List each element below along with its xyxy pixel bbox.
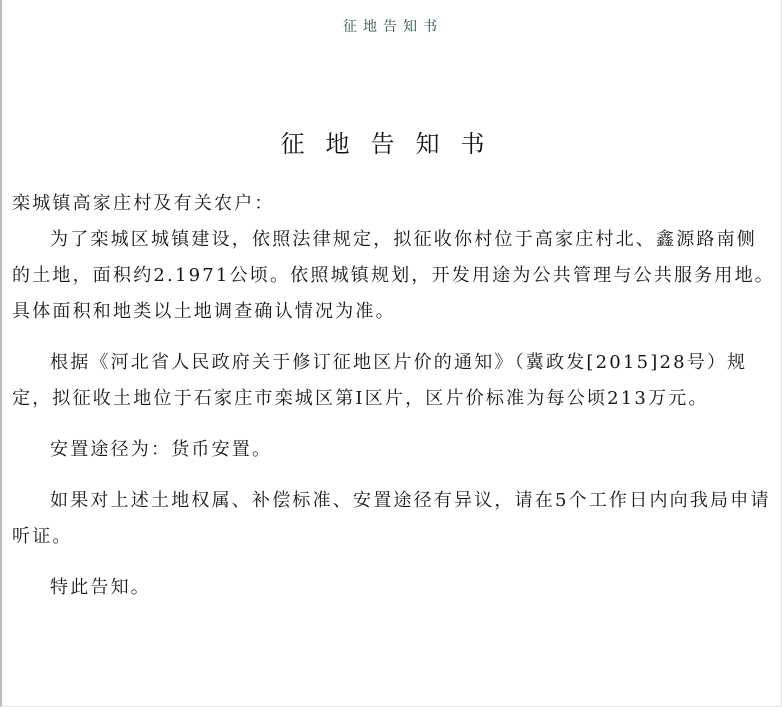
paragraph-notice: 为了栾城区城镇建设，依照法律规定，拟征收你村位于高家庄村北、鑫源路南侧的土地，面积约2.1971公顷。依照城镇规划，开发用途为公共管理与公共服务用地。具体面积和地类以土地调查确认情况为准。 xyxy=(12,229,775,322)
document-body xyxy=(12,186,776,606)
document-title: 征地告知书 xyxy=(280,130,506,158)
paragraph-resettlement: 安置途径为：货币安置。 xyxy=(50,439,273,460)
closing-text: 特此告知。 xyxy=(50,577,151,598)
header-title: 征地告知书 xyxy=(343,19,443,35)
paragraph-compensation-standard: 根据《河北省人民政府关于修订征地区片价的通知》（冀政发[2015]28号）规定，拟征收土地位于石家庄市栾城区第Ⅰ区片，区片价标准为每公顷213万元。 xyxy=(12,352,748,409)
paragraph-hearing: 如果对上述土地权属、补偿标准、安置途径有异议，请在5个工作日内向我局申请听证。 xyxy=(12,490,771,547)
salutation: 栾城镇高家庄村及有关农户： xyxy=(12,193,275,214)
